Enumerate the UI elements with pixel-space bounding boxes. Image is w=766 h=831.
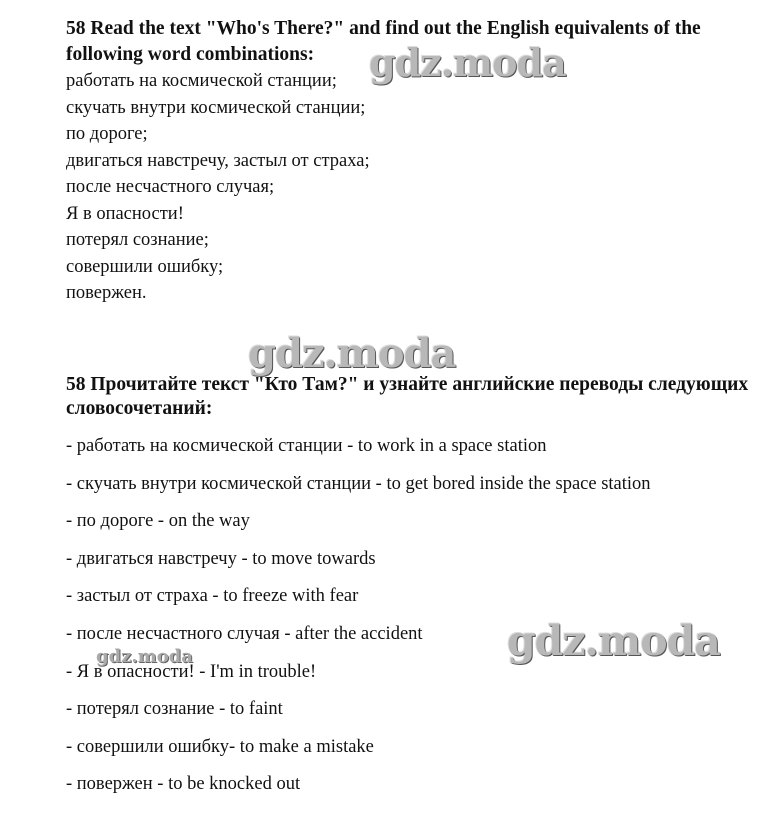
answer-item: - работать на космической станции - to work in a space station <box>66 436 547 456</box>
watermark: gdz.moda <box>96 646 193 667</box>
phrase-item: двигаться навстречу, застыл от страха; <box>66 150 370 171</box>
answer-item: - совершили ошибку- to make a mistake <box>66 736 374 757</box>
answer-item: - скучать внутри космической станции - to get bored inside the space station <box>66 473 651 494</box>
exercise-heading: 58 Read the text "Who's There?" and find out the English equivalents of the following word combinations: <box>66 18 701 65</box>
phrase-item: работать на космической станции; <box>66 71 337 91</box>
phrase-item: Я в опасности! <box>66 203 184 224</box>
phrase-item: скучать внутри космической станции; <box>66 97 366 118</box>
phrase-item: совершили ошибку; <box>66 256 224 277</box>
answer-item: - после несчастного случая - after the accident <box>66 623 423 644</box>
phrase-item: по дороге; <box>66 124 148 144</box>
answer-item: - потерял сознание - to faint <box>66 699 283 720</box>
answer-item: - застыл от страха - to freeze with fear <box>66 586 359 607</box>
answer-item: - Я в опасности! - I'm in trouble! <box>66 661 317 682</box>
phrase-item: повержен. <box>66 283 147 303</box>
answer-item: - повержен - to be knocked out <box>66 774 301 795</box>
phrase-item: потерял сознание; <box>66 230 209 250</box>
translation-section <box>66 373 756 421</box>
answer-item: - двигаться навстречу - to move towards <box>66 548 376 569</box>
answer-item: - по дороге - on the way <box>66 511 250 532</box>
watermark: gdz.moda <box>369 40 566 85</box>
phrase-list <box>66 68 756 307</box>
watermark: gdz.moda <box>248 330 456 377</box>
watermark: gdz.moda <box>507 617 720 665</box>
translation-heading: 58 Прочитайте текст "Кто Там?" и узнайте английские переводы следующих словосочетаний: <box>66 374 749 419</box>
phrase-item: после несчастного случая; <box>66 177 275 197</box>
